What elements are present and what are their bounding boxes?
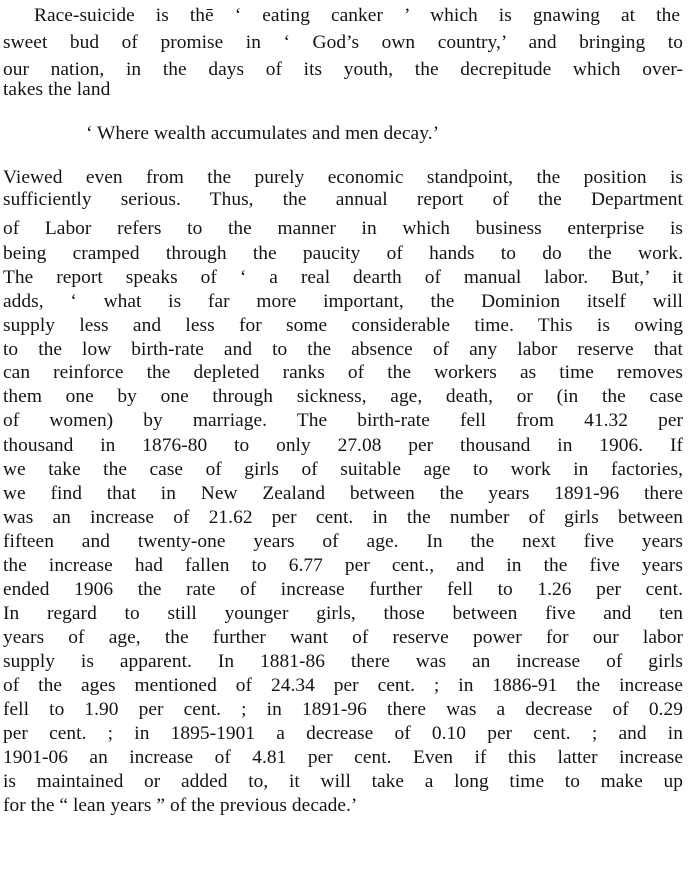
text-line: per cent. ; in 1895-1901 a decrease of 0.10 per cent. ; and in: [3, 723, 683, 744]
text-line: them one by one through sickness, age, death, or (in the case: [3, 386, 683, 407]
text-line: ended 1906 the rate of increase further fell to 1.26 per cent.: [3, 579, 683, 600]
text-line: supply less and less for some considerable time. This is owing: [3, 315, 683, 336]
text-line: fell to 1.90 per cent. ; in 1891-96 there was a decrease of 0.29: [3, 699, 683, 720]
text-line: supply is apparent. In 1881-86 there was an increase of girls: [3, 651, 683, 672]
text-line: In regard to still younger girls, those between five and ten: [3, 603, 683, 624]
text-line: can reinforce the depleted ranks of the workers as time removes: [3, 362, 683, 383]
text-line: The report speaks of ‘ a real dearth of manual labor. But,’ it: [3, 267, 683, 288]
text-line: years of age, the further want of reserve power for our labor: [3, 627, 683, 648]
text-line: of the ages mentioned of 24.34 per cent. ; in 1886-91 the increase: [3, 675, 683, 696]
text-line: 1901-06 an increase of 4.81 per cent. Even if this latter increase: [3, 747, 683, 768]
text-line: sufficiently serious. Thus, the annual report of the Department: [3, 189, 683, 210]
text-line: sweet bud of promise in ‘ God’s own country,’ and bringing to: [3, 32, 683, 53]
text-line: the increase had fallen to 6.77 per cent., and in the five years: [3, 555, 683, 576]
text-line: takes the land: [3, 79, 111, 100]
text-line: fifteen and twenty-one years of age. In the next five years: [3, 531, 683, 552]
quotation-line: ‘ Where wealth accumulates and men decay.’: [86, 123, 440, 144]
text-line: Viewed even from the purely economic standpoint, the position is: [3, 167, 683, 188]
text-line: being cramped through the paucity of hands to do the work.: [3, 243, 683, 264]
text-line: our nation, in the days of its youth, the decrepitude which over-: [3, 59, 683, 80]
text-line: was an increase of 21.62 per cent. in the number of girls between: [3, 507, 683, 528]
text-line: Race-suicide is thē ‘ eating canker ’ which is gnawing at the: [34, 5, 680, 26]
text-line: for the “ lean years ” of the previous decade.’: [3, 795, 358, 816]
text-line: to the low birth-rate and to the absence of any labor reserve that: [3, 339, 683, 360]
text-line: we take the case of girls of suitable age to work in factories,: [3, 459, 683, 480]
text-line: thousand in 1876-80 to only 27.08 per thousand in 1906. If: [3, 435, 683, 456]
text-line: we find that in New Zealand between the years 1891-96 there: [3, 483, 683, 504]
text-line: of Labor refers to the manner in which business enterprise is: [3, 218, 683, 239]
text-line: adds, ‘ what is far more important, the Dominion itself will: [3, 291, 683, 312]
text-line: is maintained or added to, it will take a long time to make up: [3, 771, 683, 792]
text-line: of women) by marriage. The birth-rate fell from 41.32 per: [3, 410, 683, 431]
